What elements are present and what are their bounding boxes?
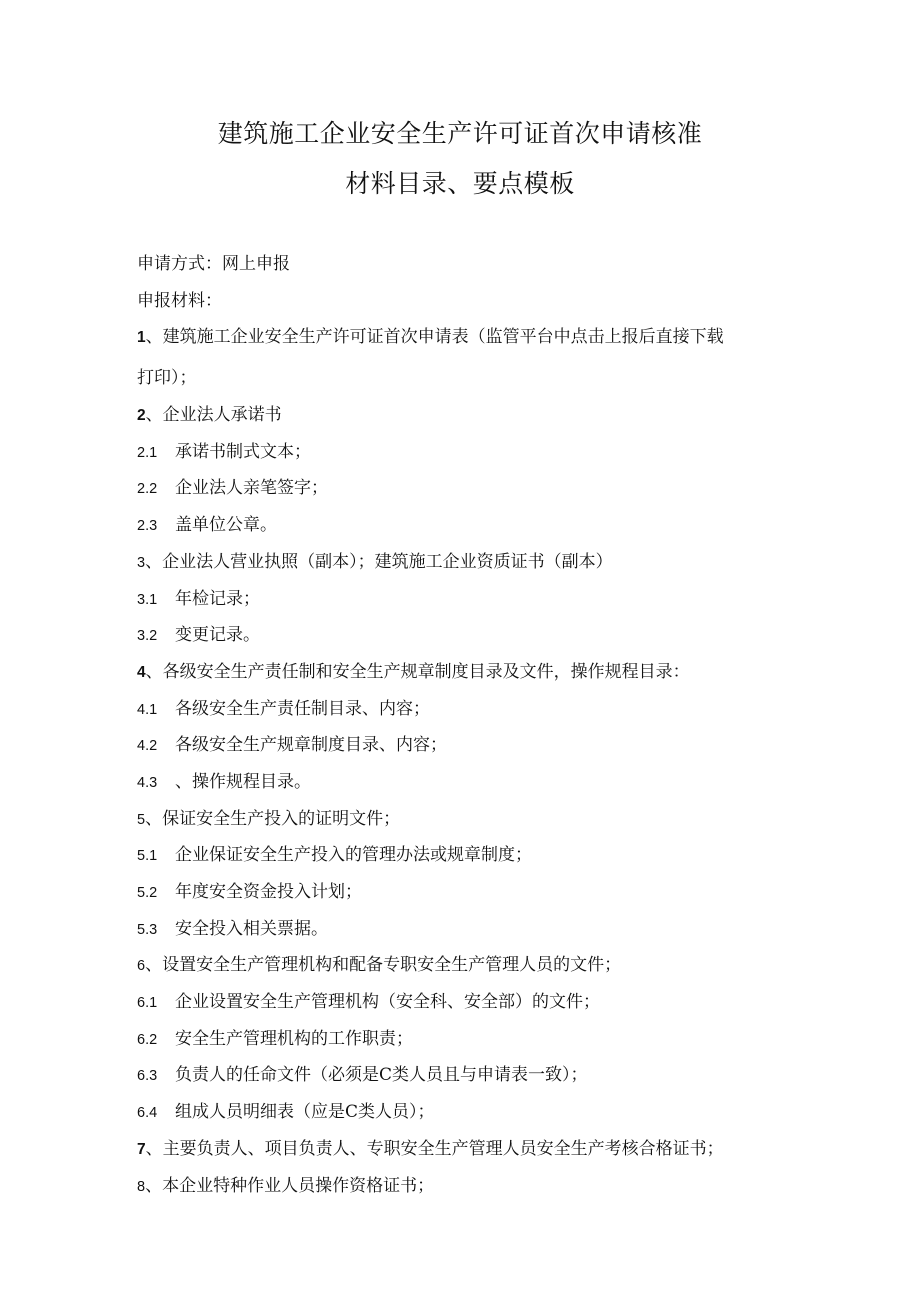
list-item [137,808,787,845]
item-text: 、设置安全生产管理机构和配备专职安全生产管理人员的文件； [145,955,622,976]
item-number: 4.3 [137,774,158,791]
item-text: 、建筑施工企业安全生产许可证首次申请表（监管平台中点击上报后直接下载 [145,327,724,348]
item-number: 5.3 [137,921,158,938]
list-item [137,588,787,625]
list-item [137,698,787,735]
list-item [137,881,787,918]
list-item [137,1028,787,1065]
item-number: 6.3 [137,1068,158,1085]
item-text: 、操作规程目录。 [175,771,311,792]
list-item [137,1138,787,1175]
item-text: 各级安全生产规章制度目录、内容； [175,735,447,756]
item-text: 企业设置安全生产管理机构（安全科、安全部）的文件； [175,992,600,1013]
list-item [137,734,787,771]
list-item [137,326,787,367]
item-text: 、本企业特种作业人员操作资格证书； [145,1175,435,1196]
item-number: 5.1 [137,848,158,865]
list-item [137,624,787,661]
item-text: 申报材料： [137,290,222,311]
list-item [137,954,787,991]
item-number: 6.2 [137,1031,158,1048]
item-text: 负责人的任命文件（必须是C类人员且与申请表一致）； [175,1065,588,1086]
list-item [137,404,787,441]
item-number: 8 [137,1178,146,1195]
item-text: 承诺书制式文本； [175,441,311,462]
document-title-line-1: 建筑施工企业安全生产许可证首次申请核准 [217,119,703,148]
item-text: 、企业法人承诺书 [145,405,282,426]
list-item [137,367,787,404]
item-text: 年检记录； [175,588,260,609]
list-item [137,477,787,514]
item-number: 6.4 [137,1105,158,1122]
item-number: 4 [137,663,146,681]
item-number: 2.3 [137,518,158,535]
list-item [137,1101,787,1138]
item-text: 变更记录。 [175,625,260,646]
item-text: 企业保证安全生产投入的管理办法或规章制度； [175,845,532,866]
item-number: 4.1 [137,701,158,718]
list-item [137,441,787,478]
list-item [137,290,787,327]
item-text: 安全投入相关票据。 [175,918,328,939]
list-item [137,1064,787,1101]
item-number: 5.2 [137,885,158,901]
item-text: 组成人员明细表（应是C类人员）； [175,1102,435,1123]
list-item [137,991,787,1028]
document-body [137,253,787,1211]
item-text: 盖单位公章。 [175,515,277,536]
item-text: 、企业法人营业执照（副本）；建筑施工企业资质证书（副本） [145,551,613,572]
item-number: 3.2 [137,628,158,645]
list-item [137,514,787,551]
item-number: 3 [137,554,146,571]
list-item [137,253,787,290]
item-number: 6.1 [137,995,158,1012]
list-item [137,1175,787,1212]
item-text: 企业法人亲笔签字； [175,478,328,499]
item-text: 安全生产管理机构的工作职责； [175,1028,413,1049]
item-text: 申请方式：网上申报 [137,254,290,274]
list-item [137,771,787,808]
item-number: 2.1 [137,444,158,461]
list-item [137,551,787,588]
list-item [137,918,787,955]
item-number: 2.2 [137,481,158,498]
list-item [137,661,787,698]
item-number: 5 [137,811,146,828]
item-number: 3.1 [137,591,158,608]
document-title-line-2: 材料目录、要点模板 [345,169,575,198]
item-text: 打印）； [137,368,197,389]
item-text: 、主要负责人、项目负责人、专职安全生产管理人员安全生产考核合格证书； [145,1138,724,1159]
item-number: 2 [137,407,146,425]
list-item [137,844,787,881]
item-text: 年度安全资金投入计划； [175,882,362,902]
item-number: 6 [137,958,146,975]
item-text: 各级安全生产责任制目录、内容； [175,698,430,719]
item-number: 7 [137,1140,146,1158]
item-text: 、各级安全生产责任制和安全生产规章制度目录及文件，操作规程目录： [145,661,690,682]
item-text: 、保证安全生产投入的证明文件； [145,808,401,829]
item-number: 4.2 [137,738,158,755]
item-number: 1 [137,329,146,347]
